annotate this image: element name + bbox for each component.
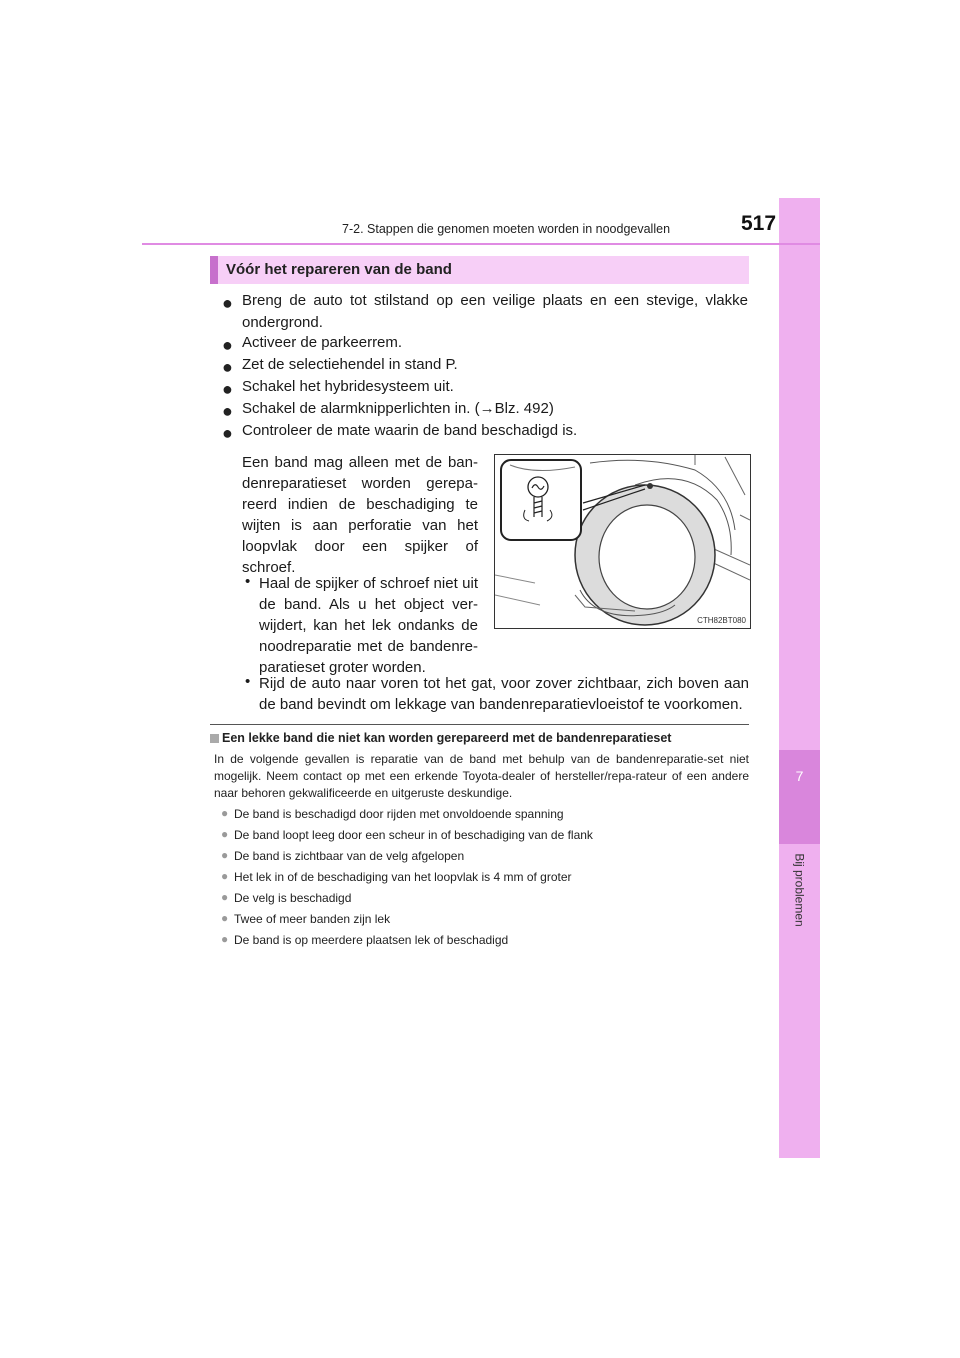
note-bullet-icon: ● (221, 869, 229, 883)
bullet-icon: ● (222, 401, 233, 421)
note-bullet-icon: ● (221, 806, 229, 820)
chapter-label: Bij problemen (793, 853, 807, 927)
chapter-side-tab (779, 198, 820, 1158)
bullet-text: Zet de selectiehendel in stand P. (242, 356, 458, 373)
note-bullet-icon: ● (221, 827, 229, 841)
section-title: Vóór het repareren van de band (226, 261, 452, 278)
bullet-icon: ● (222, 293, 233, 313)
bullet-icon: ● (222, 423, 233, 443)
note-bullet-icon: ● (221, 932, 229, 946)
chapter-number: 7 (795, 768, 804, 784)
note-bullet-icon: ● (221, 911, 229, 925)
note-list-item: De band is zichtbaar van de velg afgelopen (234, 849, 465, 863)
note-square-icon (210, 734, 219, 743)
note-list-item: De band is op meerdere plaatsen lek of beschadigd (234, 933, 509, 947)
note-bullet-icon: ● (221, 890, 229, 904)
bullet-text: Breng de auto tot stilstand op een veilige plaats en een stevige, vlakke ondergrond. (242, 292, 748, 331)
page-number: 517 (741, 212, 777, 235)
bullet-text: Activeer de parkeerrem. (242, 334, 403, 351)
note-body: In de volgende gevallen is reparatie van de band met behulp van de bandenreparatie-set niet mogelijk. Neem contact op met een erkende Toyota-dealer of hersteller/repa-rateur of een andere naar behoren gekwalificeerde en uitgeruste deskundige. (214, 752, 749, 800)
tire-drawing (495, 455, 750, 628)
tire-illustration (494, 454, 751, 629)
sub-bullet-icon: • (245, 573, 251, 590)
header-section-title: 7-2. Stappen die genomen moeten worden in noodgevallen (342, 222, 671, 236)
sub-point-text: Rijd de auto naar voren tot het gat, voor zover zichtbaar, zich boven aan de band bevindt om lekkage van bandenreparatievloeistof te voorkomen. (259, 675, 749, 713)
header-rule (142, 243, 820, 245)
note-bullet-icon: ● (221, 848, 229, 862)
section-title-accent (210, 256, 218, 284)
bullet-text: Controleer de mate waarin de band beschadigd is. (242, 422, 578, 439)
bullet-text: Schakel het hybridesysteem uit. (242, 378, 454, 395)
chapter-label-container (765, 820, 835, 960)
note-list-item: Twee of meer banden zijn lek (234, 912, 391, 926)
note-list-item: Het lek in of de beschadiging van het loopvlak is 4 mm of groter (234, 870, 572, 884)
sub-point-text: Haal de spijker of schroef niet uit de band. Als u het object ver-wijdert, kan het lek ondanks de noodreparatie met de bandenre-paratieset groter worden. (259, 575, 478, 676)
bullet-icon: ● (222, 357, 233, 377)
bullet-icon: ● (222, 335, 233, 355)
section-divider (210, 724, 749, 725)
sub-bullet-icon: • (245, 673, 251, 690)
note-list-item: De band is beschadigd door rijden met onvoldoende spanning (234, 807, 564, 821)
bullet-text: Schakel de alarmknipperlichten in. (→Blz. 492) (242, 400, 554, 417)
note-heading: Een lekke band die niet kan worden gerepareerd met de bandenreparatieset (222, 731, 672, 745)
note-list-item: De band loopt leeg door een scheur in of beschadiging van de flank (234, 828, 593, 842)
bullet-icon: ● (222, 379, 233, 399)
illustration-code: CTH82BT080 (697, 616, 746, 625)
note-list-item: De velg is beschadigd (234, 891, 352, 905)
explanation-paragraph: Een band mag alleen met de ban-denreparatieset worden gerepa-reerd indien de beschadiging te wijten is aan perforatie van het loopvlak door een spijker of schroef. (242, 454, 478, 576)
